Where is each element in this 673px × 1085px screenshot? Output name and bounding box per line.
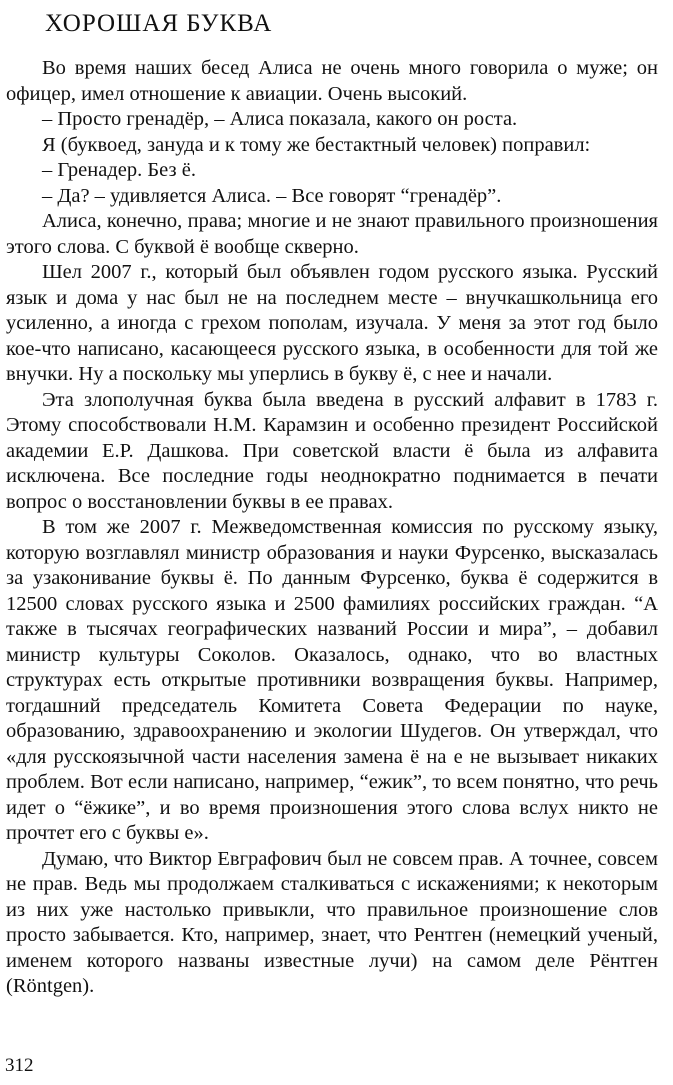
- paragraph: Алиса, конечно, права; многие и не знают правильного произношения этого слова. С буквой ё вообще скверно.: [6, 210, 658, 258]
- page-number: 312: [5, 1055, 34, 1076]
- paragraph: В том же 2007 г. Межведомственная комиссия по русскому языку, которую возглавлял министр образования и науки Фурсенко, высказалась за узаконивание буквы ё. По данным Фурсенко, буква ё содержится в 12500 словах русского языка и 2500 фамилиях российских граждан. “А также в тысячах географических названий России и мира”, – добавил министр культуры Соколов. Оказалось, однако, что во властных структурах есть открытые противники возвращения буквы. Например, тогдашний председатель Комитета Совета Федерации по науке, образованию, здравоохранению и экологии Шудегов. Он утверждал, что «для русскоязычной части населения замена ё на е не вызывает никаких проблем. Вот если написано, например, “ежик”, то всем понятно, что речь идет о “ёжике”, и во время произношения этого слова вслух никто не прочтет его с буквы е».: [6, 516, 658, 844]
- paragraph: – Просто гренадёр, – Алиса показала, какого он роста.: [42, 108, 518, 130]
- paragraph: Думаю, что Виктор Евграфович был не совсем прав. А точнее, совсем не прав. Ведь мы продолжаем сталкиваться с искажениями; к некоторым из них уже настолько привыкли, что правильное произношение слов просто забывается. Кто, например, знает, что Рентген (немецкий ученый, именем которого названы известные лучи) на самом деле Рёнтген (Röntgen).: [6, 847, 658, 997]
- paragraph: Я (буквоед, зануда и к тому же бестактный человек) поправил:: [42, 133, 591, 156]
- paragraph: Во время наших бесед Алиса не очень много говорила о муже; он офицер, имел отношение к авиации. Очень высокий.: [6, 57, 658, 105]
- paragraph: – Да? – удивляется Алиса. – Все говорят “гренадёр”.: [42, 184, 502, 207]
- paragraph: – Гренадер. Без ё.: [42, 159, 196, 181]
- paragraph: Шел 2007 г., который был объявлен годом русского языка. Русский язык и дома у нас был не на последнем месте – внучкашкольница его усиленно, а иногда с грехом пополам, изучала. У меня за этот год было кое-что написано, касающееся русского языка, в особенности для той же внучки. Ну а поскольку мы уперлись в букву ё, с нее и начали.: [6, 261, 658, 385]
- body-text: [6, 56, 658, 1000]
- chapter-title: ХОРОШАЯ БУКВА: [45, 10, 273, 37]
- paragraph: Эта злополучная буква была введена в русский алфавит в 1783 г. Этому способствовали Н.М. Карамзин и особенно президент Российской академии Е.Р. Дашкова. При советской власти ё была из алфавита исключена. Все последние годы неоднократно поднимается в печати вопрос о восстановлении буквы в ее правах.: [6, 388, 658, 513]
